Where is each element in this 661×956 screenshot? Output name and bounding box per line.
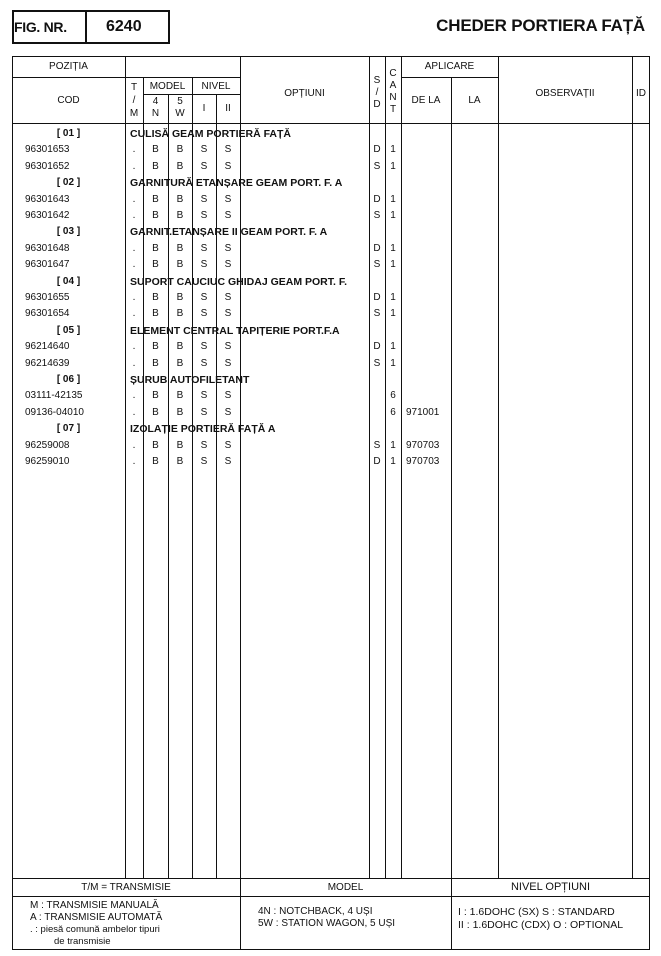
tm-value: . [132, 308, 136, 320]
footer-tm-line: . : piesă comună ambelor tipuri [30, 924, 160, 935]
tm-value: . [132, 259, 136, 271]
side-value: S [373, 357, 381, 369]
model-5w-value: B [176, 144, 184, 156]
row-line-aplicare [401, 77, 498, 78]
model-4n-value: B [152, 193, 159, 205]
quantity-value: 1 [390, 456, 396, 467]
quantity-value: 1 [390, 210, 396, 221]
quantity-value: 1 [390, 357, 396, 369]
quantity-value: 1 [390, 341, 396, 353]
section-number: [ 01 ] [56, 128, 81, 139]
header-tm-t: T [130, 82, 138, 93]
header-nivel-ii: II [225, 103, 231, 114]
part-code: 96301647 [25, 259, 70, 271]
header-tm-m: M [129, 108, 139, 119]
nivel-ii-value: S [224, 292, 232, 303]
model-4n-value: B [152, 341, 159, 353]
tm-value: . [132, 210, 136, 221]
quantity-value: 1 [390, 160, 396, 172]
model-4n-value: B [152, 308, 159, 320]
part-code: 96301653 [25, 144, 70, 156]
footer-model-title: MODEL [327, 882, 364, 893]
tm-value: . [132, 406, 136, 418]
model-4n-value: B [152, 406, 159, 418]
section-number: [ 07 ] [56, 423, 81, 435]
header-cant-n: N [389, 92, 397, 103]
header-pozitia: POZIȚIA [49, 61, 88, 72]
section-title: IZOLAȚIE PORTIERĂ FAȚĂ A [130, 423, 276, 436]
header-model: MODEL [149, 81, 186, 92]
nivel-ii-value: S [224, 390, 232, 402]
tm-value: . [132, 193, 136, 205]
header-cant-a: A [389, 80, 397, 91]
header-nivel: NIVEL [201, 81, 231, 92]
side-value: D [373, 341, 381, 353]
footer-tm-line: M : TRANSMISIE MANUALĂ [30, 900, 159, 911]
nivel-i-value: S [200, 160, 208, 172]
section-number: [ 04 ] [56, 275, 81, 287]
model-5w-value: B [176, 390, 184, 402]
footer-nivel-line: II : 1.6DOHC (CDX) O : OPTIONAL [458, 919, 624, 931]
tm-value: . [132, 160, 136, 172]
model-4n-value: B [152, 160, 159, 172]
tm-value: . [132, 242, 136, 254]
footer-tm-line: de transmisie [54, 936, 111, 947]
model-4n-value: B [152, 439, 159, 451]
date-from-value: 970703 [406, 456, 440, 467]
model-4n-value: B [152, 390, 159, 402]
footer-tm-line: A : TRANSMISIE AUTOMATĂ [30, 912, 163, 923]
model-5w-value: B [176, 406, 184, 418]
model-4n-value: B [152, 456, 159, 467]
nivel-ii-value: S [224, 242, 232, 254]
header-id: ID [636, 88, 646, 99]
nivel-i-value: S [200, 210, 208, 221]
header-cant-t: T [389, 104, 397, 115]
quantity-value: 1 [390, 292, 396, 303]
part-code: 96301643 [25, 193, 70, 205]
nivel-i-value: S [200, 242, 208, 254]
tm-value: . [132, 439, 136, 451]
section-title: GARNITURĂ ETANȘARE GEAM PORT. F. A [130, 177, 343, 190]
nivel-i-value: S [200, 308, 208, 320]
header-5: 5 [177, 96, 183, 107]
fig-label: FIG. NR. [14, 19, 67, 35]
col-line-optiuni [369, 56, 370, 878]
part-code: 96301648 [25, 242, 70, 254]
footer-model-line: 5W : STATION WAGON, 5 UȘI [258, 918, 396, 929]
model-5w-value: B [176, 308, 184, 320]
nivel-i-value: S [200, 406, 208, 418]
header-sd-d: D [373, 99, 381, 110]
quantity-value: 1 [390, 308, 396, 320]
nivel-ii-value: S [224, 160, 232, 172]
footer-model-line: 4N : NOTCHBACK, 4 UȘI [258, 906, 373, 917]
header-la: LA [468, 95, 481, 106]
nivel-i-value: S [200, 390, 208, 402]
model-4n-value: B [152, 210, 159, 221]
footer-nivel-line: I : 1.6DOHC (SX) S : STANDARD [458, 906, 615, 918]
nivel-ii-value: S [224, 456, 232, 467]
part-code: 96214640 [25, 341, 70, 353]
nivel-ii-value: S [224, 406, 232, 418]
fig-box-divider [85, 10, 87, 44]
header-tm-slash: / [132, 95, 136, 106]
col-line-dela [451, 78, 452, 878]
model-5w-value: B [176, 160, 184, 172]
row-line-pozitia [12, 77, 125, 78]
side-value: D [373, 144, 381, 156]
header-sd-slash: / [375, 87, 379, 98]
model-4n-value: B [152, 242, 159, 254]
row-line-model-top [125, 77, 240, 78]
part-code: 03111-42135 [25, 390, 83, 402]
section-number: [ 02 ] [56, 177, 81, 189]
tm-value: . [132, 292, 136, 303]
col-line-obs [632, 56, 633, 878]
tm-value: . [132, 456, 136, 467]
side-value: S [373, 210, 381, 221]
quantity-value: 1 [390, 259, 396, 271]
footer-tm-title: T/M = TRANSMISIE [81, 882, 171, 893]
col-line-cod [125, 56, 126, 878]
parts-table-frame [12, 56, 650, 950]
side-value: D [373, 456, 381, 467]
row-line-model-sub [143, 94, 240, 95]
nivel-ii-value: S [224, 357, 232, 369]
row-line-footer-top [12, 878, 650, 879]
header-nivel-i: I [202, 103, 206, 114]
model-5w-value: B [176, 210, 184, 221]
side-value: S [373, 259, 381, 271]
col-line-sd [385, 56, 386, 878]
date-from-value: 970703 [406, 439, 440, 451]
nivel-ii-value: S [224, 259, 232, 271]
header-n: N [151, 108, 160, 119]
header-sd-s: S [373, 75, 381, 86]
section-title: ELEMENT CENTRAL TAPIȚERIE PORT.F.A [130, 324, 340, 337]
section-number: [ 06 ] [56, 374, 81, 385]
tm-value: . [132, 390, 136, 402]
side-value: D [373, 193, 381, 205]
date-from-value: 971001 [406, 406, 440, 418]
nivel-i-value: S [200, 439, 208, 451]
part-code: 96259010 [25, 456, 70, 467]
footer-nivel-title: NIVEL OPȚIUNI [510, 881, 591, 893]
side-value: S [373, 308, 381, 320]
tm-value: . [132, 144, 136, 156]
nivel-ii-value: S [224, 210, 232, 221]
side-value: D [373, 242, 381, 254]
model-4n-value: B [152, 357, 159, 369]
section-number: [ 05 ] [56, 324, 81, 336]
nivel-i-value: S [200, 259, 208, 271]
row-line-header-bottom [12, 123, 650, 124]
model-5w-value: B [176, 341, 184, 353]
quantity-value: 1 [390, 193, 396, 205]
nivel-ii-value: S [224, 308, 232, 320]
header-cod: COD [57, 95, 80, 106]
part-code: 96214639 [25, 357, 70, 369]
model-4n-value: B [152, 144, 159, 156]
nivel-i-value: S [200, 193, 208, 205]
part-code: 96259008 [25, 439, 70, 451]
nivel-i-value: S [200, 341, 208, 353]
nivel-ii-value: S [224, 439, 232, 451]
model-5w-value: B [176, 242, 184, 254]
part-code: 09136-04010 [25, 406, 84, 418]
quantity-value: 1 [390, 144, 396, 156]
header-w: W [175, 108, 185, 119]
nivel-i-value: S [200, 456, 208, 467]
model-5w-value: B [176, 456, 184, 467]
part-code: 96301654 [25, 308, 70, 320]
nivel-ii-value: S [224, 144, 232, 156]
header-observatii: OBSERVAȚII [535, 88, 595, 99]
quantity-value: 6 [390, 390, 396, 402]
quantity-value: 1 [390, 439, 396, 451]
header-optiuni: OPȚIUNI [284, 88, 325, 99]
nivel-i-value: S [200, 292, 208, 303]
model-5w-value: B [176, 357, 184, 369]
section-title: SUPORT CAUCIUC GHIDAJ GEAM PORT. F. [130, 275, 348, 288]
side-value: S [373, 160, 381, 172]
section-title: CULISĂ GEAM PORTIERĂ FAȚĂ [130, 128, 292, 140]
nivel-ii-value: S [224, 193, 232, 205]
col-line-la [498, 56, 499, 878]
fig-number: 6240 [106, 18, 142, 35]
section-title: ȘURUB AUTOFILETANT [130, 374, 250, 386]
header-de-la: DE LA [411, 95, 441, 106]
header-cant-c: C [389, 68, 397, 79]
model-4n-value: B [152, 292, 159, 303]
nivel-i-value: S [200, 144, 208, 156]
quantity-value: 1 [390, 242, 396, 254]
side-value: D [373, 292, 381, 303]
nivel-ii-value: S [224, 341, 232, 353]
model-5w-value: B [176, 193, 184, 205]
row-line-footer-title [12, 896, 650, 897]
part-code: 96301655 [25, 292, 70, 303]
part-code: 96301642 [25, 210, 70, 221]
model-5w-value: B [176, 439, 184, 451]
model-5w-value: B [176, 292, 184, 303]
col-line-cant [401, 56, 402, 878]
section-number: [ 03 ] [56, 226, 81, 238]
side-value: S [373, 439, 381, 451]
section-title: GARNIT.ETANȘARE II GEAM PORT. F. A [130, 226, 328, 239]
header-4: 4 [152, 96, 159, 107]
model-4n-value: B [152, 259, 159, 271]
model-5w-value: B [176, 259, 184, 271]
part-code: 96301652 [25, 160, 70, 172]
tm-value: . [132, 341, 136, 353]
page-title: CHEDER PORTIERA FAȚĂ [436, 16, 645, 35]
tm-value: . [132, 357, 136, 369]
nivel-i-value: S [200, 357, 208, 369]
header-aplicare: APLICARE [424, 61, 475, 72]
quantity-value: 6 [390, 406, 396, 418]
